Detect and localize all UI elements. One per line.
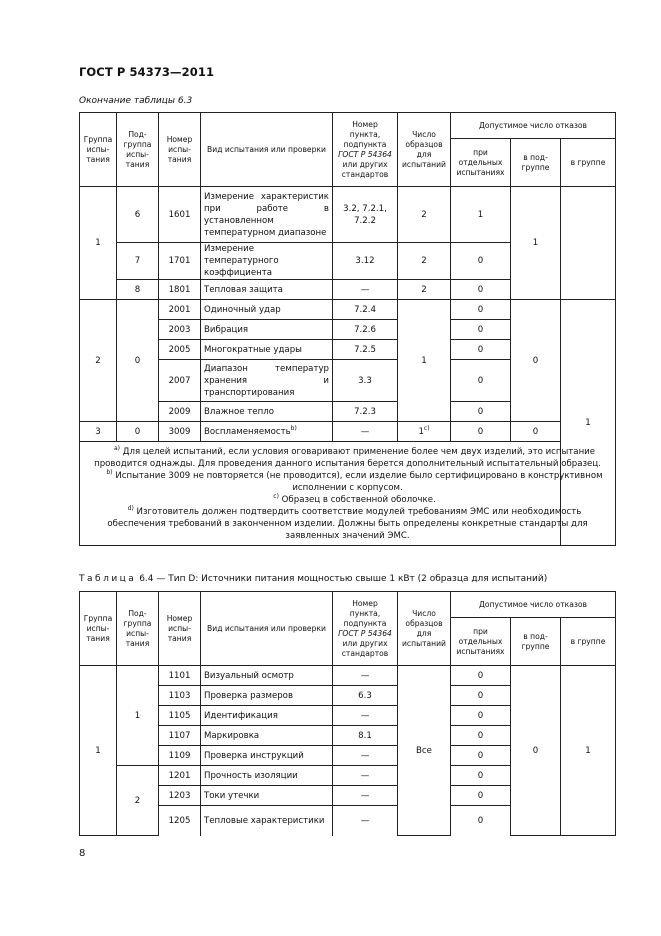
test-kind: Проверка инструкций xyxy=(201,746,333,766)
subgroup-cell: 8 xyxy=(117,280,159,300)
footnote xyxy=(84,494,611,506)
subgroup-cell: 0 xyxy=(117,300,159,422)
clause-post: или других стандартов xyxy=(341,638,389,658)
fail-single-cell: 0 xyxy=(451,706,511,726)
test-number: 2009 xyxy=(159,402,201,422)
group-cell: 2 xyxy=(80,300,117,422)
col-header-fail-single: при отдельных испытаниях xyxy=(451,618,511,666)
table-caption-label: Таблица xyxy=(79,574,137,584)
test-kind: Идентификация xyxy=(201,706,333,726)
clause-cell: — xyxy=(333,766,398,786)
col-header-group: Группа испы-тания xyxy=(80,592,117,666)
fail-single-cell: 0 xyxy=(451,726,511,746)
col-header-number: Номер испы-тания xyxy=(159,113,201,187)
col-header-number: Номер испы-тания xyxy=(159,592,201,666)
fail-single-cell: 0 xyxy=(451,402,511,422)
footnote-mark: d) xyxy=(127,505,134,513)
col-header-failures: Допустимое число отказов xyxy=(451,113,616,139)
clause-pre: Номер пункта, подпункта xyxy=(343,119,387,149)
clause-cell: 3.2, 7.2.1, 7.2.2 xyxy=(333,187,398,243)
fail-single-cell: 0 xyxy=(451,280,511,300)
clause-cell: 6.3 xyxy=(333,686,398,706)
fail-subgroup-cell: 0 xyxy=(511,666,561,836)
table-caption xyxy=(79,574,547,584)
test-kind: Одиночный удар xyxy=(201,300,333,320)
col-header-clause xyxy=(333,113,398,187)
clause-std: ГОСТ Р 54364 xyxy=(338,628,392,638)
test-table-6-4 xyxy=(79,591,616,836)
test-number: 2005 xyxy=(159,340,201,360)
group-cell: 3 xyxy=(80,422,117,442)
test-number: 1101 xyxy=(159,666,201,686)
col-header-kind: Вид испытания или проверки xyxy=(201,592,333,666)
fail-single-cell: 1 xyxy=(451,187,511,243)
group-cell: 1 xyxy=(80,666,117,836)
test-number: 1203 xyxy=(159,786,201,806)
samples-value: 1 xyxy=(418,426,424,437)
fail-single-cell: 0 xyxy=(451,340,511,360)
test-kind: Тепловая защита xyxy=(201,280,333,300)
test-number: 1103 xyxy=(159,686,201,706)
clause-std: ГОСТ Р 54364 xyxy=(338,149,392,159)
test-number: 1107 xyxy=(159,726,201,746)
samples-cell: 2 xyxy=(398,280,451,300)
test-kind-text: Воспламеняемость xyxy=(204,426,291,437)
clause-cell: — xyxy=(333,806,398,836)
col-header-group: Группа испы-тания xyxy=(80,113,117,187)
footnote xyxy=(84,470,611,494)
table-caption-text: 6.4 — Тип D: Источники питания мощностью свыше 1 кВт (2 образца для испытаний) xyxy=(139,574,548,584)
clause-cell: — xyxy=(333,746,398,766)
footnote-mark: b) xyxy=(106,469,113,477)
footnote-ref: c) xyxy=(423,424,430,432)
footnote xyxy=(84,506,611,542)
fail-single-cell: 0 xyxy=(451,686,511,706)
clause-cell: — xyxy=(333,786,398,806)
col-header-samples: Число образцов для испытаний xyxy=(398,113,451,187)
clause-cell: — xyxy=(333,422,398,442)
col-header-fail-group: в группе xyxy=(561,618,616,666)
test-kind xyxy=(201,422,333,442)
test-number: 1201 xyxy=(159,766,201,786)
table-caption: Окончание таблицы 6.3 xyxy=(79,96,193,106)
test-number: 1601 xyxy=(159,187,201,243)
test-kind: Прочность изоляции xyxy=(201,766,333,786)
test-kind: Токи утечки xyxy=(201,786,333,806)
clause-cell: 8.1 xyxy=(333,726,398,746)
test-number: 1109 xyxy=(159,746,201,766)
fail-single-cell: 0 xyxy=(451,320,511,340)
test-kind: Маркировка xyxy=(201,726,333,746)
test-number: 1105 xyxy=(159,706,201,726)
footnote-text: Изготовитель должен подтвердить соответствие модулей требованиям ЭМС или необходимость обеспечения требований в законченном изделии. Должны быть определены конкретные стандарты для заявленных значений ЭМС. xyxy=(107,507,588,541)
test-kind: Влажное тепло xyxy=(201,402,333,422)
fail-single-cell: 0 xyxy=(451,360,511,402)
samples-cell: 2 xyxy=(398,243,451,280)
footnote xyxy=(84,446,611,470)
fail-single-cell: 0 xyxy=(451,422,511,442)
fail-group-cell xyxy=(561,187,616,300)
clause-cell: 7.2.5 xyxy=(333,340,398,360)
col-header-failures: Допустимое число отказов xyxy=(451,592,616,618)
test-kind: Диапазон температур хранения и транспортирования xyxy=(201,360,333,402)
footnote-text: Испытание 3009 не повторяется (не проводится), если изделие было сертифицировано в конструктивном исполнении с корпусом. xyxy=(115,471,603,493)
fail-single-cell: 0 xyxy=(451,243,511,280)
samples-cell: 2 xyxy=(398,187,451,243)
col-header-subgroup: Под-группа испы-тания xyxy=(117,113,159,187)
fail-group-cell: 1 xyxy=(561,300,616,546)
samples-cell: 1 xyxy=(398,300,451,422)
fail-single-cell: 0 xyxy=(451,666,511,686)
clause-cell: 3.3 xyxy=(333,360,398,402)
test-number: 2007 xyxy=(159,360,201,402)
fail-group-cell: 1 xyxy=(561,666,616,836)
document-header: ГОСТ Р 54373—2011 xyxy=(79,65,215,79)
col-header-kind: Вид испытания или проверки xyxy=(201,113,333,187)
test-kind: Визуальный осмотр xyxy=(201,666,333,686)
fail-single-cell: 0 xyxy=(451,300,511,320)
col-header-clause xyxy=(333,592,398,666)
clause-cell: 3.12 xyxy=(333,243,398,280)
test-kind: Тепловые характеристики xyxy=(201,806,333,836)
test-number: 2003 xyxy=(159,320,201,340)
fail-single-cell: 0 xyxy=(451,786,511,806)
col-header-fail-subgroup: в под-группе xyxy=(511,139,561,187)
test-number: 1801 xyxy=(159,280,201,300)
test-kind: Измерение характеристик при работе в установленном температурном диапазоне xyxy=(201,187,333,243)
col-header-fail-single: при отдельных испытаниях xyxy=(451,139,511,187)
test-table-6-3 xyxy=(79,112,616,546)
fail-subgroup-cell: 1 xyxy=(511,187,561,300)
clause-cell: 7.2.3 xyxy=(333,402,398,422)
subgroup-cell: 6 xyxy=(117,187,159,243)
footnote-mark: c) xyxy=(273,493,279,501)
col-header-fail-subgroup: в под-группе xyxy=(511,618,561,666)
test-kind: Измерение температурного коэффициента xyxy=(201,243,333,280)
fail-subgroup-cell: 0 xyxy=(511,422,561,442)
col-header-subgroup: Под-группа испы-тания xyxy=(117,592,159,666)
fail-single-cell: 0 xyxy=(451,766,511,786)
test-kind: Проверка размеров xyxy=(201,686,333,706)
subgroup-cell: 7 xyxy=(117,243,159,280)
fail-single-cell: 0 xyxy=(451,746,511,766)
clause-cell: 7.2.6 xyxy=(333,320,398,340)
footnote-text: Образец в собственной оболочке. xyxy=(281,495,436,505)
clause-pre: Номер пункта, подпункта xyxy=(343,598,387,628)
clause-post: или других стандартов xyxy=(341,159,389,179)
test-number: 1701 xyxy=(159,243,201,280)
test-kind: Вибрация xyxy=(201,320,333,340)
col-header-fail-group: в группе xyxy=(561,139,616,187)
test-kind: Многократные удары xyxy=(201,340,333,360)
clause-cell: 7.2.4 xyxy=(333,300,398,320)
clause-cell: — xyxy=(333,666,398,686)
subgroup-cell: 1 xyxy=(117,666,159,766)
subgroup-cell: 0 xyxy=(117,422,159,442)
col-header-samples: Число образцов для испытаний xyxy=(398,592,451,666)
footnote-ref: b) xyxy=(290,424,297,432)
group-cell: 1 xyxy=(80,187,117,300)
page-number: 8 xyxy=(79,848,86,859)
clause-cell: — xyxy=(333,280,398,300)
samples-cell: Все xyxy=(398,666,451,836)
fail-single-cell: 0 xyxy=(451,806,511,836)
test-number: 1205 xyxy=(159,806,201,836)
footnote-text: Для целей испытаний, если условия оговаривают применение более чем двух изделий, это испытание проводится однажды. Для проведения данного испытания берется дополнительный испытательный образец. xyxy=(94,447,601,469)
samples-cell xyxy=(398,422,451,442)
fail-subgroup-cell: 0 xyxy=(511,300,561,422)
test-number: 2001 xyxy=(159,300,201,320)
footnote-mark: а) xyxy=(113,445,120,453)
clause-cell: — xyxy=(333,706,398,726)
subgroup-cell: 2 xyxy=(117,766,159,836)
test-number: 3009 xyxy=(159,422,201,442)
footnotes xyxy=(80,442,616,546)
